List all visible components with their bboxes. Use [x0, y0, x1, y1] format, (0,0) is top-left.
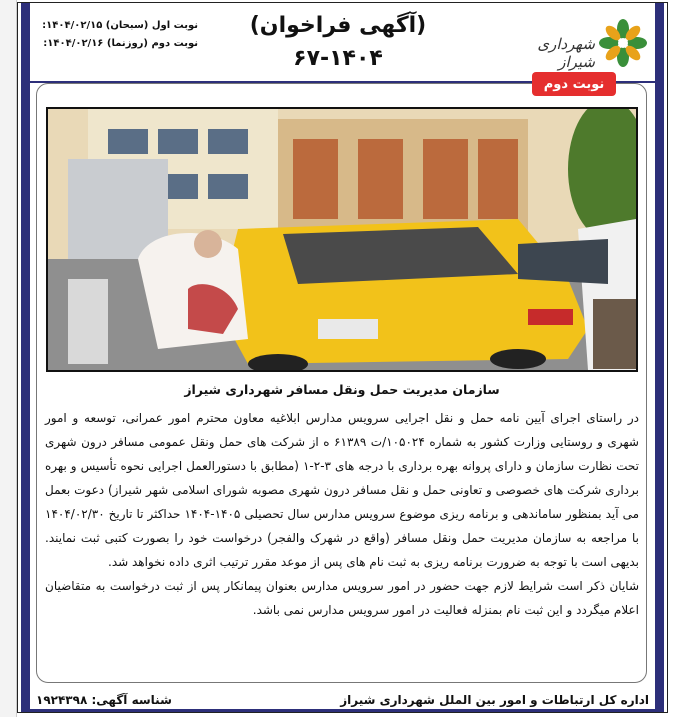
paragraph-note: شایان ذکر است شرایط لازم جهت حضور در امور سرویس مدارس بعنوان پیمانکار پس از ثبت درخواست به متقاضیان اعلام میگردد و این ثبت نام بمنزله فعالیت در امور سرویس مدارس نمی باشد. — [45, 579, 639, 617]
frame-bar-right — [655, 3, 664, 712]
school-taxi-photo — [46, 107, 638, 372]
issuing-office: اداره کل ارتباطات و امور بین الملل شهرداری شیراز — [340, 693, 649, 707]
date-second: نوبت دوم (روزنما) ۱۴۰۴/۰۲/۱۶: — [43, 38, 198, 49]
announcement-text — [45, 406, 639, 622]
ad-body-panel — [36, 76, 647, 683]
frame-bar-left — [21, 3, 30, 712]
date-first: نوبت اول (سبحان) ۱۴۰۴/۰۲/۱۵: — [42, 20, 198, 31]
shiraz-municipality-logo — [517, 13, 647, 73]
ad-number: ۶۷-۱۴۰۴ — [293, 46, 383, 71]
ad-frame — [17, 2, 668, 713]
neighbor-column-strip — [0, 0, 17, 717]
taxi-photo-icon — [48, 109, 636, 370]
ad-title-block — [218, 13, 458, 71]
ad-title: (آگهی فراخوان) — [249, 13, 427, 38]
paragraph-main: در راستای اجرای آیین نامه حمل و نقل اجرایی سرویس مدارس ابلاغیه معاون محترم امور عمرانی، توسعه و امور شهری و روستایی وزارت کشور به شماره ۱۰۵۰۲۴/ت ۶۱۳۸۹ ه از شرکت های حمل ونقل عمومی مسافر درون شهری تحت نظارت سازمان و دارای پروانه بهره برداری با درجه های ۳-۲-۱ (مطابق با دستورالعمل اجرایی نحوه تأسیس و بهره برداری شرکت های خصوصی و تعاونی حمل و نقل مسافر درون شهری مصوبه شورای اسلامی شهر شیراز) دعوت بعمل می آید بمنظور ساماندهی و برنامه ریزی موضوع سرویس مدارس سال تحصیلی ۱۴۰۵-۱۴۰۴ حداکثر تا تاریخ ۱۴۰۴/۰۲/۳۰ با مراجعه به سازمان مدیریت حمل ونقل مسافر (واقع در شهرک والفجر) درخواست خود را بصورت کتبی ثبت نمایند. بدیهی است با توجه به ضرورت برنامه ریزی به ثبت نام های پس از موعد مقرر ترتیب اثری داده نخواهد شد. — [45, 411, 639, 569]
footer-divider — [30, 709, 655, 712]
ad-identifier: شناسه آگهی: ۱۹۲۴۳۹۸ — [36, 693, 172, 707]
second-turn-badge: نوبت دوم — [532, 72, 616, 96]
photo-caption: سازمان مدیریت حمل ونقل مسافر شهرداری شیراز — [184, 382, 500, 397]
logo-text: شهرداری شیراز — [537, 35, 595, 71]
flower-logo-icon — [599, 19, 647, 67]
publication-dates — [38, 17, 198, 53]
